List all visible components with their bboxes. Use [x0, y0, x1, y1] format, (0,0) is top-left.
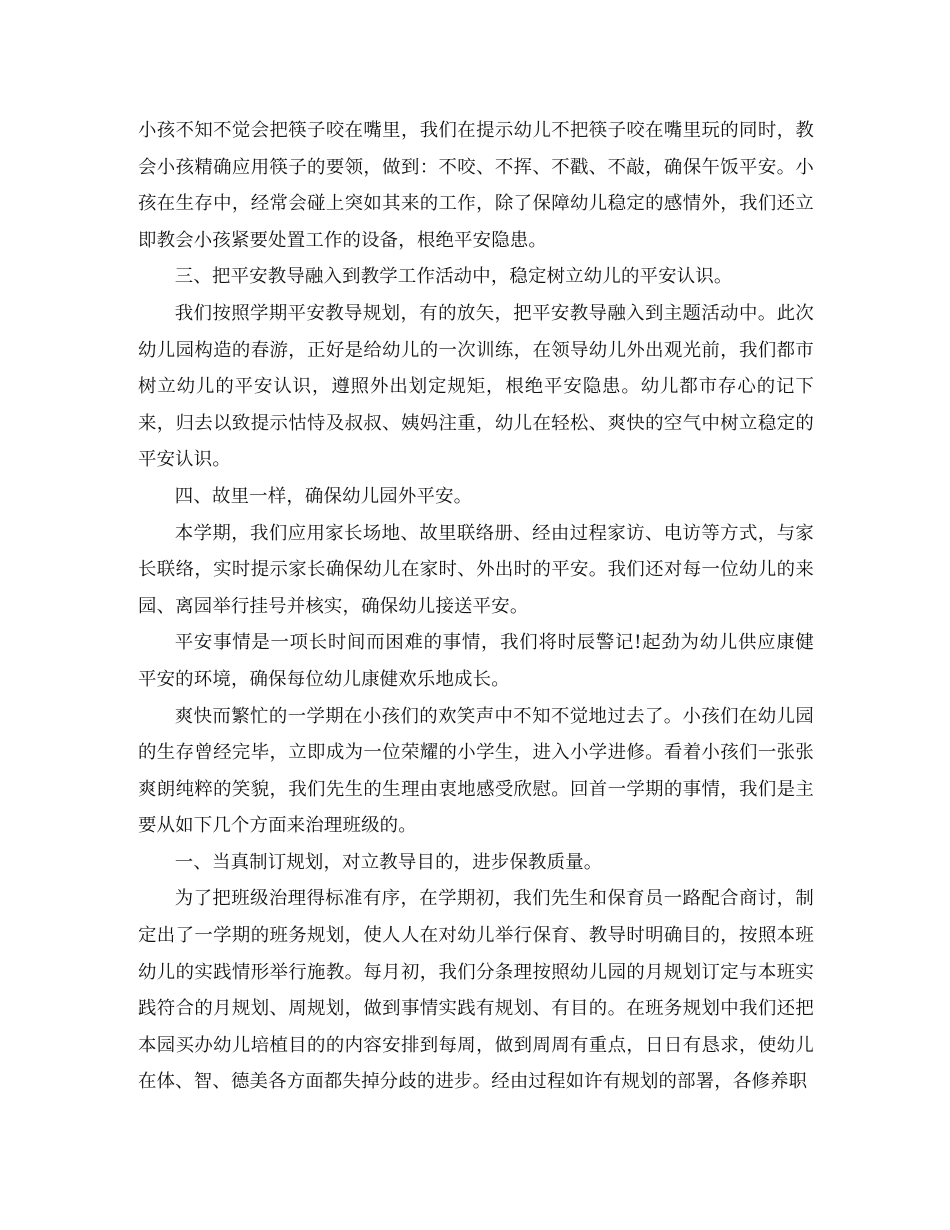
paragraph-spring-outing: 我们按照学期平安教导规划，有的放矢，把平安教导融入到主题活动中。此次幼儿园构造的春游，正好是给幼儿的一次训练，在领导幼儿外出观光前，我们都市树立幼儿的平安认识，遵照外出划定规矩，根绝平安隐患。幼儿都市存心的记下来，归去以致提示怙恃及叔叔、姨妈注重，幼儿在轻松、爽快的空气中树立稳定的平安认识。 — [138, 302, 814, 471]
paragraph-semester-review: 爽快而繁忙的一学期在小孩们的欢笑声中不知不觉地过去了。小孩们在幼儿园的生存曾经完毕，立即成为一位荣耀的小学生，进入小学进修。看着小孩们一张张爽朗纯粹的笑貌，我们先生的生理由衷地感受欣慰。回首一学期的事情，我们是主要从如下几个方面来治理班级的。 — [138, 705, 814, 837]
section-heading-4: 四、故里一样，确保幼儿园外平安。 — [174, 485, 473, 507]
paragraph-safety-summary: 平安事情是一项长时间而困难的事情，我们将时辰警记!起劲为幼儿供应康健平安的环境，确保每位幼儿康健欢乐地成长。 — [138, 632, 814, 690]
document-body — [138, 113, 814, 1101]
paragraph-home-contact: 本学期，我们应用家长场地、故里联络册、经由过程家访、电访等方式，与家长联络，实时提示家长确保幼儿在家时、外出时的平安。我们还对每一位幼儿的来园、离园举行挂号并核实，确保幼儿接送平安。 — [138, 522, 814, 617]
section-heading-1: 一、当真制订规划，对立教导目的，进步保教质量。 — [174, 851, 603, 873]
section-heading-3: 三、把平安教导融入到教学工作活动中，稳定树立幼儿的平安认识。 — [174, 266, 733, 288]
paragraph-class-planning: 为了把班级治理得标准有序，在学期初，我们先生和保育员一路配合商讨，制定出了一学期的班务规划，使人人在对幼儿举行保育、教导时明确目的，按照本班幼儿的实践情形举行施教。每月初，我们分条理按照幼儿园的月规划订定与本班实践符合的月规划、周规划，做到事情实践有规划、有目的。在班务规划中我们还把本园买办幼儿培植目的的内容安排到每周，做到周周有重点，日日有恳求，使幼儿在体、智、德美各方面都失掉分歧的进步。经由过程如许有规划的部署，各修养职 — [138, 888, 814, 1093]
paragraph-safety-chopsticks: 小孩不知不觉会把筷子咬在嘴里，我们在提示幼儿不把筷子咬在嘴里玩的同时，教会小孩精确应用筷子的要领，做到：不咬、不挥、不戳、不敲，确保午饭平安。小孩在生存中，经常会碰上突如其来的工作，除了保障幼儿稳定的感情外，我们还立即教会小孩紧要处置工作的设备，根绝平安隐患。 — [138, 120, 814, 251]
